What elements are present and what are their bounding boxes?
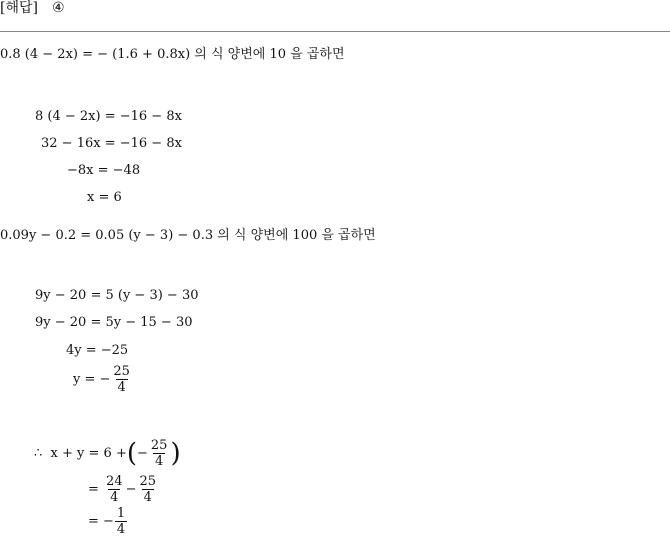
- minus-sign: −: [125, 482, 137, 497]
- right-paren: ): [170, 438, 181, 469]
- part1-intro: 0.8 (4 − 2x) = − (1.6 + 0.8x) 의 식 양변에 10 을 곱하면: [0, 47, 345, 62]
- answer-header: [0, 0, 65, 16]
- negative-sign: −: [137, 446, 148, 461]
- part2-intro: 0.09y − 0.2 = 0.05 (y − 3) − 0.3 의 식 양변에 100 을 곱하면: [0, 228, 376, 243]
- conclusion-lhs: x + y = 6 +: [50, 446, 127, 461]
- fraction-4: [115, 506, 127, 537]
- fraction-numerator: 25: [113, 364, 130, 379]
- part1-step1: 8 (4 − 2x) = −16 − 8x: [35, 109, 182, 124]
- header-divider: [0, 31, 670, 32]
- fraction-y: [111, 364, 132, 395]
- answer-choice: ④: [51, 0, 65, 16]
- fraction-denominator: 4: [143, 490, 152, 505]
- left-paren: (: [126, 438, 137, 469]
- fraction-numerator: 25: [150, 438, 168, 453]
- equals-negative: = −: [88, 514, 114, 529]
- part1-step2: 32 − 16x = −16 − 8x: [41, 136, 182, 151]
- fraction-3: [138, 474, 159, 505]
- part2-step1: 9y − 20 = 5 (y − 3) − 30: [35, 288, 199, 303]
- fraction-numerator: 25: [139, 474, 157, 489]
- conclusion-line1: [34, 437, 181, 471]
- conclusion-line2: [88, 473, 159, 507]
- fraction-numerator: 1: [116, 506, 126, 521]
- conclusion-line3: [88, 505, 128, 539]
- fraction-numerator: 24: [106, 474, 123, 489]
- part2-step3: 4y = −25: [66, 343, 129, 358]
- part1-step3: −8x = −48: [67, 163, 141, 178]
- part1-result: x = 6: [87, 190, 122, 205]
- equals-sign: =: [88, 482, 99, 497]
- fraction-denominator: 4: [155, 454, 164, 469]
- fraction-1: [149, 438, 170, 469]
- fraction-denominator: 4: [117, 380, 126, 395]
- therefore-symbol: ∴: [34, 446, 43, 461]
- fraction-denominator: 4: [116, 522, 126, 537]
- part2-result: [73, 364, 133, 396]
- part2-step2: 9y − 20 = 5y − 15 − 30: [35, 315, 193, 330]
- part2-result-lhs: y = −: [73, 372, 111, 387]
- answer-label: [해답]: [0, 0, 38, 16]
- fraction-denominator: 4: [110, 490, 119, 505]
- fraction-2: [104, 474, 125, 505]
